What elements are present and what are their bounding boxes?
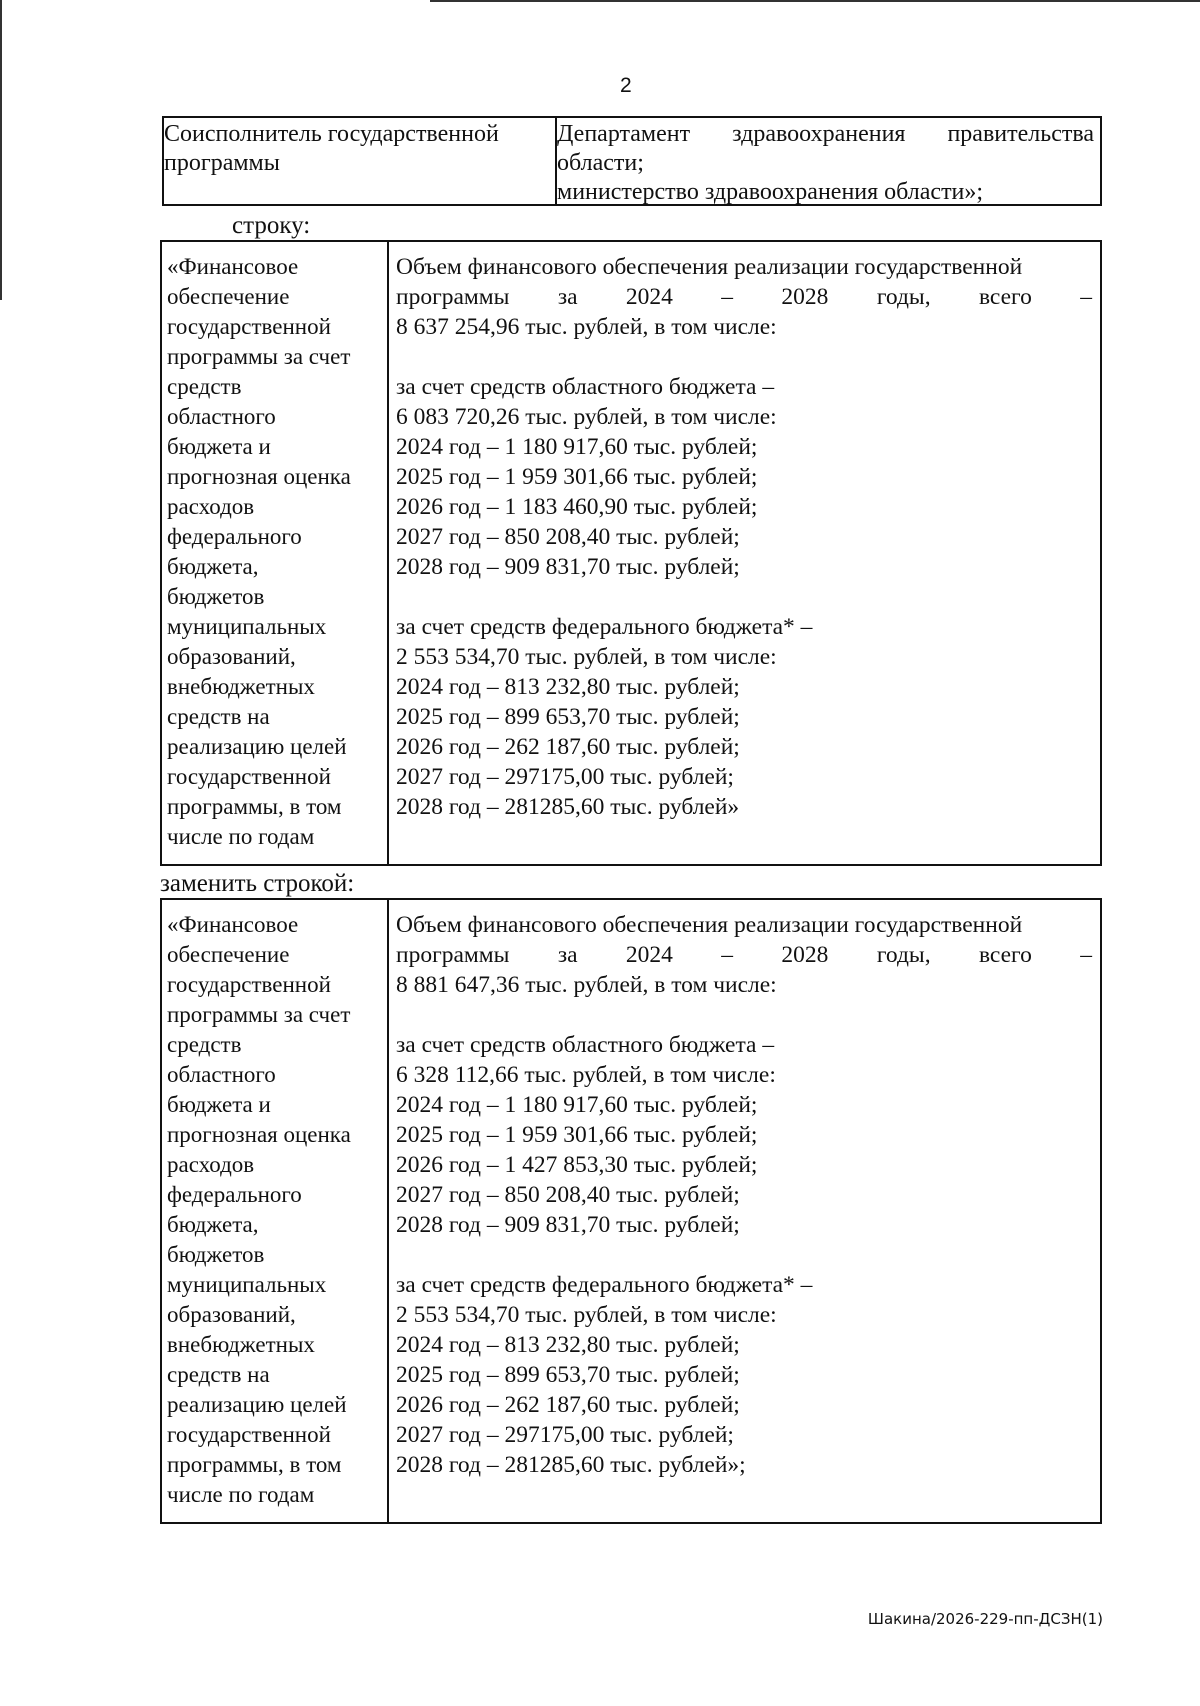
- co-executor-label-line: Соисполнитель государственной: [164, 121, 499, 147]
- label-line: государственной: [167, 1422, 331, 1447]
- federal-year: 2026 год – 262 187,60 тыс. рублей;: [396, 1392, 740, 1418]
- regional-year: 2026 год – 1 427 853,30 тыс. рублей;: [396, 1152, 758, 1178]
- label-line: бюджета и: [167, 434, 271, 459]
- old-financing-value-cell: [389, 242, 1100, 864]
- federal-year: 2024 год – 813 232,80 тыс. рублей;: [396, 1332, 740, 1358]
- label-line: реализацию целей: [167, 734, 347, 759]
- label-line: государственной: [167, 972, 331, 997]
- label-line: программы, в том: [167, 794, 342, 819]
- federal-year: 2028 год – 281285,60 тыс. рублей»;: [396, 1452, 746, 1478]
- federal-year: 2025 год – 899 653,70 тыс. рублей;: [396, 1362, 740, 1388]
- caption-new-row: заменить строкой:: [160, 870, 355, 897]
- regional-year: 2025 год – 1 959 301,66 тыс. рублей;: [396, 1122, 758, 1148]
- federal-year: 2024 год – 813 232,80 тыс. рублей;: [396, 674, 740, 700]
- federal-year: 2025 год – 899 653,70 тыс. рублей;: [396, 704, 740, 730]
- regional-year: 2027 год – 850 208,40 тыс. рублей;: [396, 1182, 740, 1208]
- label-line: образований,: [167, 644, 296, 669]
- intro-line: Объем финансового обеспечения реализации государственной: [396, 254, 1023, 280]
- co-executor-label-cell: [164, 118, 557, 204]
- label-line: программы, в том: [167, 1452, 342, 1477]
- label-line: государственной: [167, 314, 331, 339]
- old-financing-table: [160, 240, 1102, 866]
- label-line: обеспечение: [167, 942, 290, 967]
- label-line: средств: [167, 374, 242, 399]
- label-line: средств: [167, 1032, 242, 1057]
- new-financing-table: [160, 898, 1102, 1524]
- federal-total: 2 553 534,70 тыс. рублей, в том числе:: [396, 644, 777, 670]
- label-line: «Финансовое: [167, 254, 299, 279]
- spacer: [396, 582, 1092, 612]
- spacer: [396, 342, 1092, 372]
- regional-year: 2025 год – 1 959 301,66 тыс. рублей;: [396, 464, 758, 490]
- regional-total: 6 083 720,26 тыс. рублей, в том числе:: [396, 404, 777, 430]
- label-line: прогнозная оценка: [167, 1122, 351, 1147]
- scan-edge-left: [0, 0, 2, 300]
- label-line: «Финансовое: [167, 912, 299, 937]
- regional-year: 2027 год – 850 208,40 тыс. рублей;: [396, 524, 740, 550]
- label-line: государственной: [167, 764, 331, 789]
- co-executor-value-line: области;: [557, 150, 644, 176]
- label-line: расходов: [167, 494, 255, 519]
- federal-year: 2027 год – 297175,00 тыс. рублей;: [396, 764, 734, 790]
- caption-old-row: строку:: [232, 212, 311, 239]
- new-financing-label-cell: [162, 900, 389, 1522]
- federal-year: 2027 год – 297175,00 тыс. рублей;: [396, 1422, 734, 1448]
- label-line: числе по годам: [167, 824, 315, 849]
- co-executor-label-line: программы: [164, 150, 280, 176]
- co-executor-table: [162, 116, 1102, 206]
- total-amount: 8 637 254,96 тыс. рублей, в том числе:: [396, 314, 777, 340]
- federal-total: 2 553 534,70 тыс. рублей, в том числе:: [396, 1302, 777, 1328]
- label-line: обеспечение: [167, 284, 290, 309]
- document-registration-code: Шакина/2026-229-пп-ДСЗН(1): [867, 1610, 1103, 1628]
- total-amount: 8 881 647,36 тыс. рублей, в том числе:: [396, 972, 777, 998]
- federal-header: за счет средств федерального бюджета* –: [396, 614, 813, 640]
- label-line: средств на: [167, 704, 270, 729]
- federal-header: за счет средств федерального бюджета* –: [396, 1272, 813, 1298]
- co-executor-value-line: министерство здравоохранения области»;: [557, 179, 984, 205]
- label-line: реализацию целей: [167, 1392, 347, 1417]
- spacer: [396, 1240, 1092, 1270]
- label-line: внебюджетных: [167, 1332, 315, 1357]
- regional-year: 2028 год – 909 831,70 тыс. рублей;: [396, 1212, 740, 1238]
- label-line: программы за счет: [167, 344, 351, 369]
- old-financing-label-cell: [162, 242, 389, 864]
- federal-year: 2028 год – 281285,60 тыс. рублей»: [396, 794, 740, 820]
- scan-edge-top: [430, 0, 1200, 2]
- intro-line: Объем финансового обеспечения реализации государственной: [396, 912, 1023, 938]
- label-line: программы за счет: [167, 1002, 351, 1027]
- label-line: муниципальных: [167, 614, 327, 639]
- intro-line-2: программы за 2024 – 2028 годы, всего –: [396, 284, 1092, 310]
- label-line: образований,: [167, 1302, 296, 1327]
- page-number: 2: [620, 74, 632, 97]
- label-line: бюджета,: [167, 554, 259, 579]
- label-line: федерального: [167, 1182, 302, 1207]
- regional-year: 2028 год – 909 831,70 тыс. рублей;: [396, 554, 740, 580]
- co-executor-value-cell: [557, 118, 1100, 204]
- regional-year: 2024 год – 1 180 917,60 тыс. рублей;: [396, 434, 758, 460]
- spacer: [396, 1000, 1092, 1030]
- regional-header: за счет средств областного бюджета –: [396, 1032, 775, 1058]
- co-executor-value-line: Департамент здравоохранения правительства: [557, 121, 1094, 147]
- label-line: бюджетов: [167, 1242, 265, 1267]
- label-line: областного: [167, 404, 276, 429]
- regional-total: 6 328 112,66 тыс. рублей, в том числе:: [396, 1062, 776, 1088]
- label-line: муниципальных: [167, 1272, 327, 1297]
- regional-header: за счет средств областного бюджета –: [396, 374, 775, 400]
- label-line: бюджета и: [167, 1092, 271, 1117]
- regional-year: 2026 год – 1 183 460,90 тыс. рублей;: [396, 494, 758, 520]
- label-line: областного: [167, 1062, 276, 1087]
- new-financing-value-cell: [389, 900, 1100, 1522]
- label-line: бюджета,: [167, 1212, 259, 1237]
- federal-year: 2026 год – 262 187,60 тыс. рублей;: [396, 734, 740, 760]
- label-line: бюджетов: [167, 584, 265, 609]
- label-line: средств на: [167, 1362, 270, 1387]
- regional-year: 2024 год – 1 180 917,60 тыс. рублей;: [396, 1092, 758, 1118]
- label-line: числе по годам: [167, 1482, 315, 1507]
- label-line: расходов: [167, 1152, 255, 1177]
- label-line: федерального: [167, 524, 302, 549]
- intro-line-2: программы за 2024 – 2028 годы, всего –: [396, 942, 1092, 968]
- label-line: внебюджетных: [167, 674, 315, 699]
- label-line: прогнозная оценка: [167, 464, 351, 489]
